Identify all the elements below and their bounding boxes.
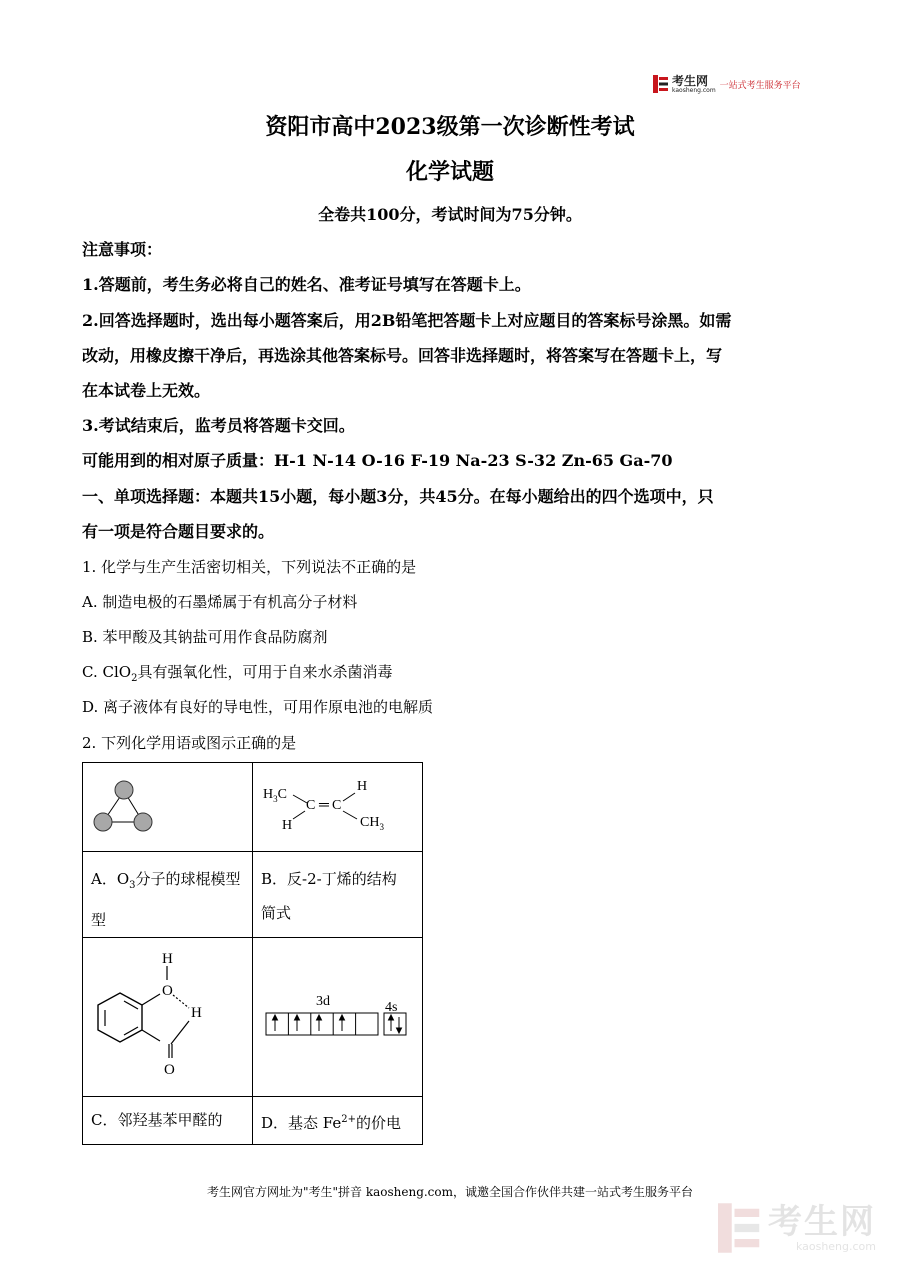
watermark-brand: 考生网 bbox=[768, 1201, 876, 1242]
svg-text:CH3: $CH_3$ bbox=[360, 815, 384, 832]
watermark bbox=[718, 1203, 876, 1253]
svg-text:H: H bbox=[191, 1005, 202, 1021]
q2-d-figure bbox=[253, 938, 423, 1097]
q1-option-c: C. ClO$_2$具有强氧化性，可用于自来水杀菌消毒 bbox=[82, 663, 393, 684]
exam-info: 全卷共100分，考试时间为75分钟。 bbox=[318, 205, 582, 224]
q2-option-d: D．基态 $Fe^{2+}$的价电 bbox=[253, 1097, 423, 1145]
svg-text:O: O bbox=[162, 983, 173, 999]
svg-text:H: H bbox=[282, 818, 293, 833]
q2-b-figure bbox=[253, 763, 423, 852]
q1-option-a: A. 制造电极的石墨烯属于有机高分子材料 bbox=[82, 593, 358, 611]
atomic-masses: 可能用到的相对原子质量：H-1 N-14 O-16 F-19 Na-23 S-32 Zn-65 Ga-70 bbox=[82, 451, 673, 470]
svg-text:4s: 4s bbox=[385, 1000, 398, 1015]
notice-item-1: 1.答题前，考生务必将自己的姓名、准考证号填写在答题卡上。 bbox=[82, 275, 531, 294]
watermark-domain: kaosheng.com bbox=[795, 1239, 876, 1253]
logo-domain: kaosheng.com bbox=[672, 86, 716, 94]
q2-option-a: A．$O_3$分子的球棍模型 型 bbox=[83, 852, 253, 938]
svg-text:H: H bbox=[357, 779, 368, 794]
fe2-valence-orbital-diagram bbox=[253, 938, 422, 1092]
svg-text:═: ═ bbox=[319, 798, 329, 813]
q2-a-figure bbox=[83, 763, 253, 852]
svg-text:3d: 3d bbox=[316, 994, 330, 1009]
ozone-ball-stick-model bbox=[83, 763, 252, 847]
notice-heading: 注意事项： bbox=[82, 240, 163, 259]
trans-2-butene-structure bbox=[253, 763, 422, 847]
kaosheng-logo-icon bbox=[653, 75, 669, 93]
watermark-logo-icon bbox=[718, 1203, 762, 1253]
q2-option-b: B．反-2-丁烯的结构 简式 bbox=[253, 852, 423, 938]
header-logo bbox=[653, 74, 801, 94]
q2-stem: 2. 下列化学用语或图示正确的是 bbox=[82, 734, 297, 752]
svg-text:H: H bbox=[162, 951, 173, 967]
logo-brand: 考生网 bbox=[672, 73, 709, 88]
o-hydroxybenzaldehyde-structure bbox=[83, 938, 252, 1092]
q2-option-c: C．邻羟基苯甲醛的 bbox=[83, 1097, 253, 1145]
logo-slogan: 一站式考生服务平台 bbox=[719, 80, 801, 91]
q1-option-d: D. 离子液体有良好的导电性，可用作原电池的电解质 bbox=[82, 698, 434, 716]
q2-c-figure bbox=[83, 938, 253, 1097]
footer-note: 考生网官方网址为"考生"拼音 kaosheng.com，诚邀全国合作伙伴共建一站式考生服务平台 bbox=[206, 1185, 694, 1199]
q1-stem: 1. 化学与生产生活密切相关，下列说法不正确的是 bbox=[82, 558, 417, 576]
exam-title: 资阳市高中2023级第一次诊断性考试 bbox=[265, 114, 635, 140]
notice-item-2-line-1: 2.回答选择题时，选出每小题答案后，用2B铅笔把答题卡上对应题目的答案标号涂黑。如需 bbox=[82, 311, 732, 330]
svg-text:O: O bbox=[164, 1062, 175, 1078]
q2-options-table bbox=[82, 762, 423, 1145]
section-1-line-2: 有一项是符合题目要求的。 bbox=[82, 522, 275, 541]
notice-item-2-line-3: 在本试卷上无效。 bbox=[82, 381, 211, 400]
subject-title: 化学试题 bbox=[405, 159, 494, 185]
notice-item-2-line-2: 改动，用橡皮擦干净后，再选涂其他答案标号。回答非选择题时，将答案写在答题卡上，写 bbox=[82, 346, 723, 365]
section-1-line-1: 一、单项选择题：本题共15小题，每小题3分，共45分。在每小题给出的四个选项中，只 bbox=[82, 487, 714, 506]
notice-item-3: 3.考试结束后，监考员将答题卡交回。 bbox=[82, 416, 355, 435]
svg-text:C: C bbox=[332, 798, 342, 813]
q1-option-b: B. 苯甲酸及其钠盐可用作食品防腐剂 bbox=[82, 628, 328, 646]
svg-text:H3C: $H_3C$ bbox=[263, 787, 287, 804]
svg-text:C: C bbox=[306, 798, 316, 813]
